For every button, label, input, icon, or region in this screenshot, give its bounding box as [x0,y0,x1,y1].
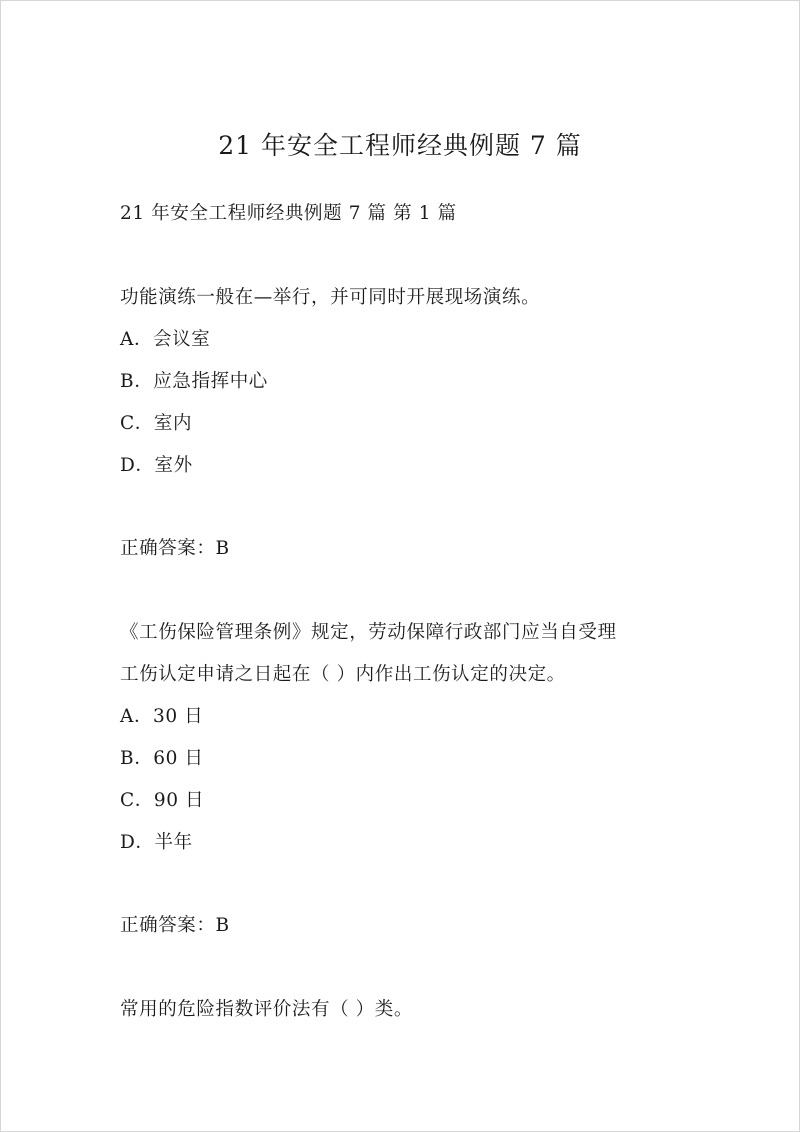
section-heading: 21 年安全工程师经典例题 7 篇 第 1 篇 [120,203,457,224]
question-2-option-a: A．30 日 [120,706,204,727]
question-2-option-b: B．60 日 [120,748,204,769]
question-1-option-d: D．室外 [120,455,193,476]
question-3-stem: 常用的危险指数评价法有（ ）类。 [120,999,413,1020]
question-1-option-b: B．应急指挥中心 [120,371,268,392]
question-2-option-d: D．半年 [120,832,193,853]
question-2-stem-line-2: 工伤认定申请之日起在（ ）内作出工伤认定的决定。 [120,664,566,685]
document-title: 21 年安全工程师经典例题 7 篇 [218,131,582,160]
question-1-option-c: C．室内 [120,413,193,434]
question-1-stem: 功能演练一般在—举行，并可同时开展现场演练。 [120,287,541,308]
question-1-answer: 正确答案：B [120,538,230,559]
question-2-option-c: C．90 日 [120,790,205,811]
question-1-option-a: A．会议室 [120,329,211,350]
question-2-stem-line-1: 《工伤保险管理条例》规定，劳动保障行政部门应当自受理 [120,622,617,643]
question-2-answer: 正确答案：B [120,915,230,936]
